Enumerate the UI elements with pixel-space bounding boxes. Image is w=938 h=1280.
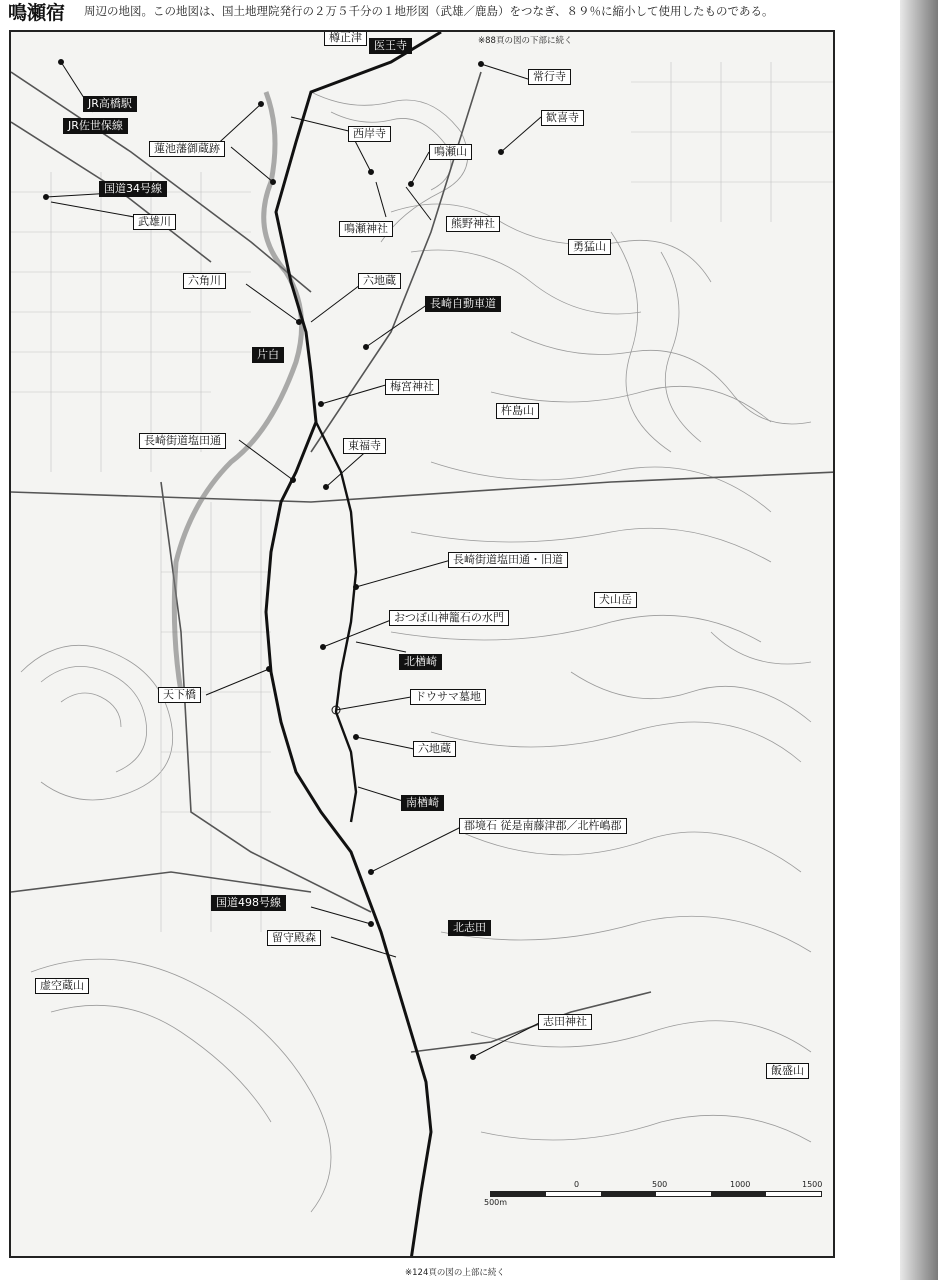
label-jr-sasebo: JR佐世保線: [63, 118, 128, 134]
label-kumano-jinja: 熊野神社: [446, 216, 500, 232]
scale-tick: 1000: [730, 1180, 751, 1189]
label-yumosan: 勇猛山: [568, 239, 611, 255]
label-kinejimayama: 杵島山: [496, 403, 539, 419]
label-tofukuji: 東福寺: [343, 438, 386, 454]
label-umemiya-jinja: 梅宮神社: [385, 379, 439, 395]
label-minamikashizaki: 南楢崎: [401, 795, 444, 811]
label-jr-takahashi: JR高橋駅: [83, 96, 137, 112]
label-jotsuji: 常行寺: [528, 69, 571, 85]
label-hasuike: 蓮池藩御蔵跡: [149, 141, 225, 157]
label-rokujizo-1: 六地蔵: [358, 273, 401, 289]
label-tenkabashi: 天下橋: [158, 687, 201, 703]
label-kitashida: 北志田: [448, 920, 491, 936]
label-takeogawa: 武雄川: [133, 214, 176, 230]
label-rokkakugawa: 六角川: [183, 273, 226, 289]
label-kokuzozan: 虚空蔵山: [35, 978, 89, 994]
scale-tick: 1500: [802, 1180, 823, 1189]
label-dousama-bochi: ドウサマ墓地: [410, 689, 486, 705]
label-naruse-jinja: 鳴瀬神社: [339, 221, 393, 237]
label-iimoriyama: 飯盛山: [766, 1063, 809, 1079]
note-continued-to: ※124頁の図の上部に続く: [405, 1268, 505, 1278]
label-gunkyo-ishi: 郡境石 従是南藤津郡／北杵嶋郡: [459, 818, 627, 834]
label-nagasaki-expressway: 長崎自動車道: [425, 296, 501, 312]
label-iouji: 医王寺: [369, 38, 412, 54]
label-rokujizo-2: 六地蔵: [413, 741, 456, 757]
label-naruseyama: 鳴瀬山: [429, 144, 472, 160]
scan-edge-shadow: [900, 0, 938, 1280]
label-kashiwazu: 樽正津: [324, 30, 367, 46]
label-rusudonmori: 留守殿森: [267, 930, 321, 946]
topographic-map: [9, 30, 835, 1258]
page-caption: 周辺の地図。この地図は、国土地理院発行の２万５千分の１地形図（武雄／鹿島）をつなぎ、８９％に縮小して使用したものである。: [84, 4, 774, 18]
label-shida-jinja: 志田神社: [538, 1014, 592, 1030]
scale-tick: 500m: [484, 1198, 508, 1207]
label-katashiro: 片白: [252, 347, 284, 363]
page-header: [4, 0, 934, 24]
label-saiganji: 西岸寺: [348, 126, 391, 142]
label-kokudo498: 国道498号線: [211, 895, 286, 911]
scale-tick: 500: [652, 1180, 668, 1189]
label-kitakashizaki: 北楢崎: [399, 654, 442, 670]
nagasaki-kaido-route: [266, 32, 441, 1258]
note-continued-from: ※88頁の図の下部に続く: [478, 36, 573, 46]
label-kokudo34: 国道34号線: [99, 181, 167, 197]
scale-bar-graphic: [490, 1191, 822, 1197]
nagasaki-kaido-old-route: [316, 422, 356, 822]
label-inuyamadake: 犬山岳: [594, 592, 637, 608]
label-shiotadori: 長崎街道塩田通: [139, 433, 226, 449]
label-otsubo-suimon: おつぼ山神籠石の水門: [389, 610, 509, 626]
label-kangiji: 歓喜寺: [541, 110, 584, 126]
label-shiotadori-old: 長崎街道塩田通・旧道: [448, 552, 568, 568]
scale-tick: 0: [574, 1180, 580, 1189]
scale-bar: [482, 1180, 822, 1220]
page-title: 鳴瀬宿: [8, 2, 66, 24]
